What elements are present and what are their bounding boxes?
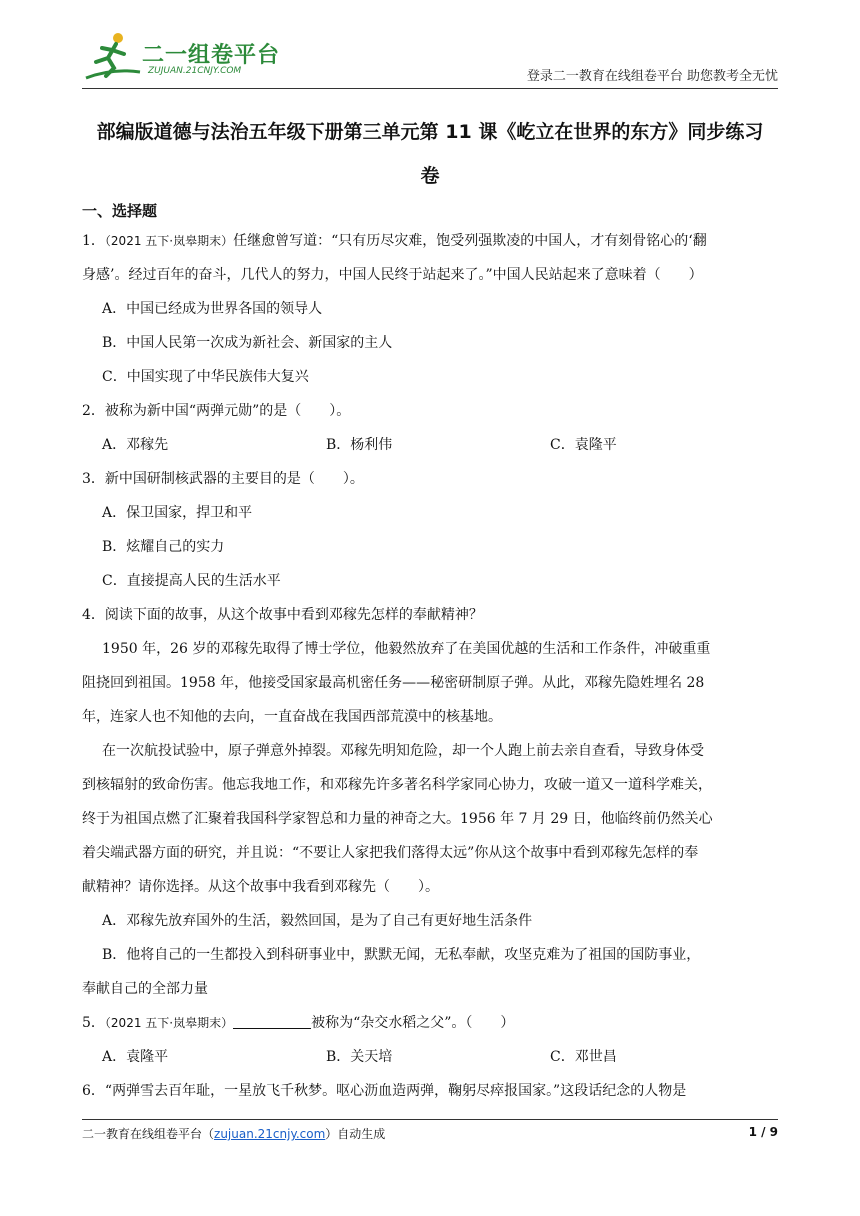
question-3: 3．新中国研制核武器的主要目的是（ ）。 [82, 471, 364, 487]
logo-url: ZUJUAN.21CNJY.COM [148, 66, 242, 76]
story-paragraph-2-line: 在一次航投试验中，原子弹意外掉裂。邓稼先明知危险，却一个人跑上前去亲自查看，导致身体受 [102, 743, 704, 759]
question-list [82, 224, 778, 1108]
story-paragraph-2-line: 到核辐射的致命伤害。他忘我地工作，和邓稼先许多著名科学家同心协力，攻破一道又一道科学难关， [82, 777, 712, 793]
option-a: A．袁隆平 [102, 1049, 169, 1065]
option-c: C．邓世昌 [550, 1049, 617, 1065]
option-b: B．杨利伟 [326, 437, 393, 453]
question-number: 1． [82, 233, 105, 249]
question-source: （2021 五下·岚皋期末） [104, 1016, 234, 1030]
option-b: B．关天培 [326, 1049, 393, 1065]
options-row [82, 1040, 778, 1074]
header-slogan: 登录二一教育在线组卷平台 助您教考全无忧 [526, 69, 778, 84]
page-header [82, 28, 778, 88]
option-c: C．直接提高人民的生活水平 [102, 573, 281, 589]
footer-prefix: 二一教育在线组卷平台（ [82, 1127, 215, 1141]
page-number: 1 / 9 [748, 1125, 778, 1139]
footer-divider [82, 1119, 778, 1120]
question-text-cont: 身感’。经过百年的奋斗，几代人的努力，中国人民终于站起来了。”中国人民站起来了意味着（ ） [82, 267, 703, 283]
logo-text: 二一组卷平台 [142, 43, 281, 68]
option-b: B．炫耀自己的实力 [102, 539, 225, 555]
option-a: A．邓稼先 [102, 437, 169, 453]
option-b-cont: 奉献自己的全部力量 [82, 981, 208, 997]
question-text: 被称为“杂交水稻之父”。（ ） [311, 1015, 515, 1031]
option-a: A．保卫国家，捍卫和平 [102, 505, 253, 521]
header-divider [82, 88, 778, 89]
footer-link[interactable]: zujuan.21cnjy.com [214, 1127, 326, 1141]
question-number: 5． [82, 1015, 105, 1031]
question-2: 2．被称为新中国“两弹元勋”的是（ ）。 [82, 403, 351, 419]
option-a: A．中国已经成为世界各国的领导人 [102, 301, 323, 317]
option-b: B．他将自己的一生都投入到科研事业中，默默无闻，无私奉献，攻坚克难为了祖国的国防事业， [102, 947, 701, 963]
question-5 [82, 1006, 778, 1040]
answer-blank [233, 1012, 311, 1029]
story-paragraph-2-line: 献精神？请你选择。从这个故事中我看到邓稼先（ ）。 [82, 879, 439, 895]
story-paragraph-1-line: 阻挠回到祖国。1958 年，他接受国家最高机密任务——秘密研制原子弹。从此，邓稼先隐姓埋名 28 [82, 675, 705, 691]
question-4: 4．阅读下面的故事，从这个故事中看到邓稼先怎样的奉献精神？ [82, 607, 483, 623]
footer-suffix: ）自动生成 [325, 1127, 386, 1141]
logo [82, 28, 282, 84]
option-c: C．袁隆平 [550, 437, 617, 453]
question-text: 任继愈曾写道：“只有历尽灾难，饱受列强欺凌的中国人，才有刻骨铭心的‘翻 [233, 233, 707, 249]
option-b: B．中国人民第一次成为新社会、新国家的主人 [102, 335, 393, 351]
options-row [82, 428, 778, 462]
page-footer [82, 1125, 778, 1142]
question-source: （2021 五下·岚皋期末） [104, 234, 234, 248]
story-paragraph-2-line: 终于为祖国点燃了汇聚着我国科学家智总和力量的神奇之大。1956 年 7 月 29 日，他临终前仍然关心 [82, 811, 713, 827]
story-paragraph-1-line: 1950 年，26 岁的邓稼先取得了博士学位，他毅然放弃了在美国优越的生活和工作条件，冲破重重 [102, 641, 711, 657]
document-title [82, 110, 778, 198]
option-a: A．邓稼先放弃国外的生活，毅然回国，是为了自己有更好地生活条件 [102, 913, 533, 929]
question-6: 6．“两弹雪去百年耻，一星放飞千秋梦。呕心沥血造两弹，鞠躬尽瘁报国家。”这段话纪念的人物是 [82, 1083, 687, 1099]
story-paragraph-1-line: 年，连家人也不知他的去向，一直奋战在我国西部荒漠中的核基地。 [82, 709, 502, 725]
title-line-2: 卷 [420, 165, 440, 187]
title-line-1: 部编版道德与法治五年级下册第三单元第 11 课《屹立在世界的东方》同步练习 [96, 121, 764, 143]
section-heading: 一、选择题 [82, 202, 158, 220]
story-paragraph-2-line: 着尖端武器方面的研究，并且说：“不要让人家把我们落得太远”你从这个故事中看到邓稼先怎样的奉 [82, 845, 699, 861]
question-1 [82, 224, 778, 258]
option-c: C．中国实现了中华民族伟大复兴 [102, 369, 309, 385]
runner-logo-icon [82, 28, 142, 84]
